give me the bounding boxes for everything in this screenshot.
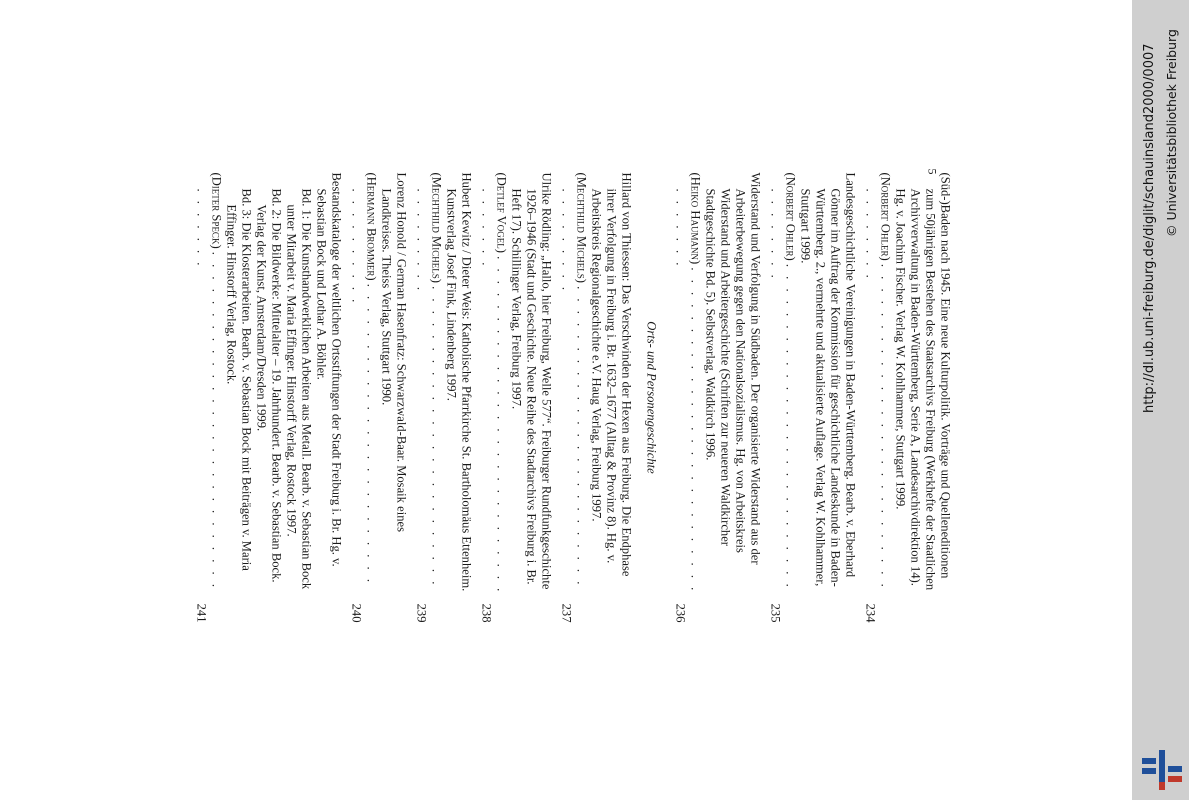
entry-reviewer: (Detlef Vogel) . . . . . . . . . . . . . . . . . . . . . . . . . . . . . . . . . . . [479, 172, 509, 595]
entry-page-number: 235 [768, 603, 783, 623]
entry-volume: Bd. 3: Die Klosterarbeiten. Bearb. v. Sebastian Bock mit Beiträgen v. Maria Effinger. Hinstorff Verlag, Rostock. [224, 188, 254, 571]
entry-reviewer: (Mechthild Michels) . . . . . . . . . . . . . . . . . . . . . . . . . . . . . . . . . . [414, 172, 444, 588]
entry-citation: Lorenz Honold / German Hasenfratz: Schwarzwald-Baar. Mosaik eines Landkreises. Theiss Verlag, Stuttgart 1990. [379, 172, 409, 532]
entry-volume: Bd. 2: Die Bildwerke: Mittelalter – 19. Jahrhundert. Bearb. v. Sebastian Bock. Verlag der Kunst, Amsterdam/Dresden 1999. [254, 188, 284, 583]
entry-reviewer: (Heiko Haumann) . . . . . . . . . . . . . . . . . . . . . . . . . . . . . . . . . . [673, 172, 703, 594]
toc-entry [673, 173, 763, 623]
toc-entry [863, 173, 953, 623]
entry-citation: Ulrike Rödling: „Hallo, hier Freiburg, Welle 577“. Freiburger Rundfunkgeschichte 1926–1946 (Stadt und Geschichte. Neue Reihe des Stadtarchivs Freiburg i. Br. Heft 17). Schillinger Verlag, Freiburg 1997. [509, 172, 554, 590]
toc-entry [768, 173, 858, 623]
entry-citation: Hubert Kewitz / Dieter Weis: Katholische Pfarrkirche St. Bartholomäus Ettenheim. Kunstverlag Josef Fink, Lindenberg 1997. [444, 172, 474, 592]
entry-citation: Hillard von Thiessen: Das Verschwinden der Hexen aus Freiburg. Die Endphase ihrer Verfolgung in Freiburg i. Br. 1632–1677 (Alltag & Provinz 8). Hg. v. Arbeitskreis Regionalgeschichte e.V. Haug Verlag, Freiburg 1997. [589, 172, 634, 577]
entry-page-number: 241 [194, 603, 209, 623]
entry-reviewer: (Hermann Brommer) . . . . . . . . . . . . . . . . . . . . . . . . . . . . . . . . . . . [349, 172, 379, 585]
entry-page-number: 237 [559, 603, 574, 623]
entry-page-number: 239 [414, 603, 429, 623]
entry-page-number: 236 [673, 603, 688, 623]
entry-reviewer: (Norbert Ohler) . . . . . . . . . . . . . . . . . . . . . . . . . . . . . . . . . . . [863, 172, 893, 590]
library-logo-icon [1140, 748, 1184, 792]
entry-citation: (Süd-)Baden nach 1945. Eine neue Kulturpolitik. Vorträge und Quelleneditionen zum 50jährigen Bestehen des Staatsarchivs Freiburg (Werkhefte der Staatlichen Archivverwaltung in Baden-Württemberg, Serie A, Landesarchivdirektion 14). Hg. v. Joachim Fischer. Verlag W. Kohlhammer, Stuttgart 1999. [893, 172, 953, 591]
toc-entry [194, 173, 344, 623]
entry-citation: Widerstand und Verfolgung in Südbaden. Der organisierte Widerstand aus der Arbeiterbewegung gegen den Nationalsozialismus. Hg. von Arbeitskreis Widerstand und Arbeitergeschichte (Schriften zur neueren Waldkircher Stadtgeschichte Bd. 5). Selbstverlag, Waldkirch 1996. [703, 172, 763, 565]
copyright-notice: © Universitätsbibliothek Freiburg [1164, 29, 1179, 237]
section-heading: Orts- und Personengeschichte [644, 321, 659, 474]
toc-entry [349, 173, 409, 623]
table-of-contents [178, 173, 953, 623]
entry-page-number: 234 [863, 603, 878, 623]
entry-citation: Landesgeschichtliche Vereinigungen in Baden-Württemberg. Bearb. v. Eberhard Gönner im Auftrag der Kommission für geschichtliche Landeskunde in Baden-Württemberg. 2., vermehrte und aktualisierte Auflage. Verlag W. Kohlhammer, Stuttgart 1999. [798, 172, 858, 587]
page-number: 5 [925, 168, 940, 175]
entry-reviewer: (Norbert Ohler) . . . . . . . . . . . . . . . . . . . . . . . . . . . . . . . . . . . [768, 172, 798, 590]
entry-page-number: 238 [479, 603, 494, 623]
entry-volume: Bd. 1: Die Kunsthandwerklichen Arbeiten aus Metall. Bearb. v. Sebastian Bock unter Mitarbeit v. Maria Effinger. Hinstorff Verlag, Rostock 1997. [284, 188, 314, 590]
toc-entry [479, 173, 554, 623]
toc-entry [414, 173, 474, 623]
viewer-sidebar [1132, 0, 1189, 800]
toc-entry [559, 173, 634, 623]
entry-citation: Bestandskataloge der weltlichen Ortsstiftungen der Stadt Freiburg i. Br. Hg. v. Sebastian Bock und Lothar A. Böhler. [314, 172, 344, 567]
entry-page-number: 240 [349, 603, 364, 623]
entry-reviewer: (Mechthild Michels) . . . . . . . . . . . . . . . . . . . . . . . . . . . . . . . . . . [559, 172, 589, 588]
entry-reviewer: (Dieter Speck) . . . . . . . . . . . . . . . . . . . . . . . . . . . . . . . . . . . [194, 172, 224, 590]
source-url-link[interactable]: http://dl.ub.uni-freiburg.de/diglit/schauinsland2000/0007 [1142, 43, 1157, 413]
